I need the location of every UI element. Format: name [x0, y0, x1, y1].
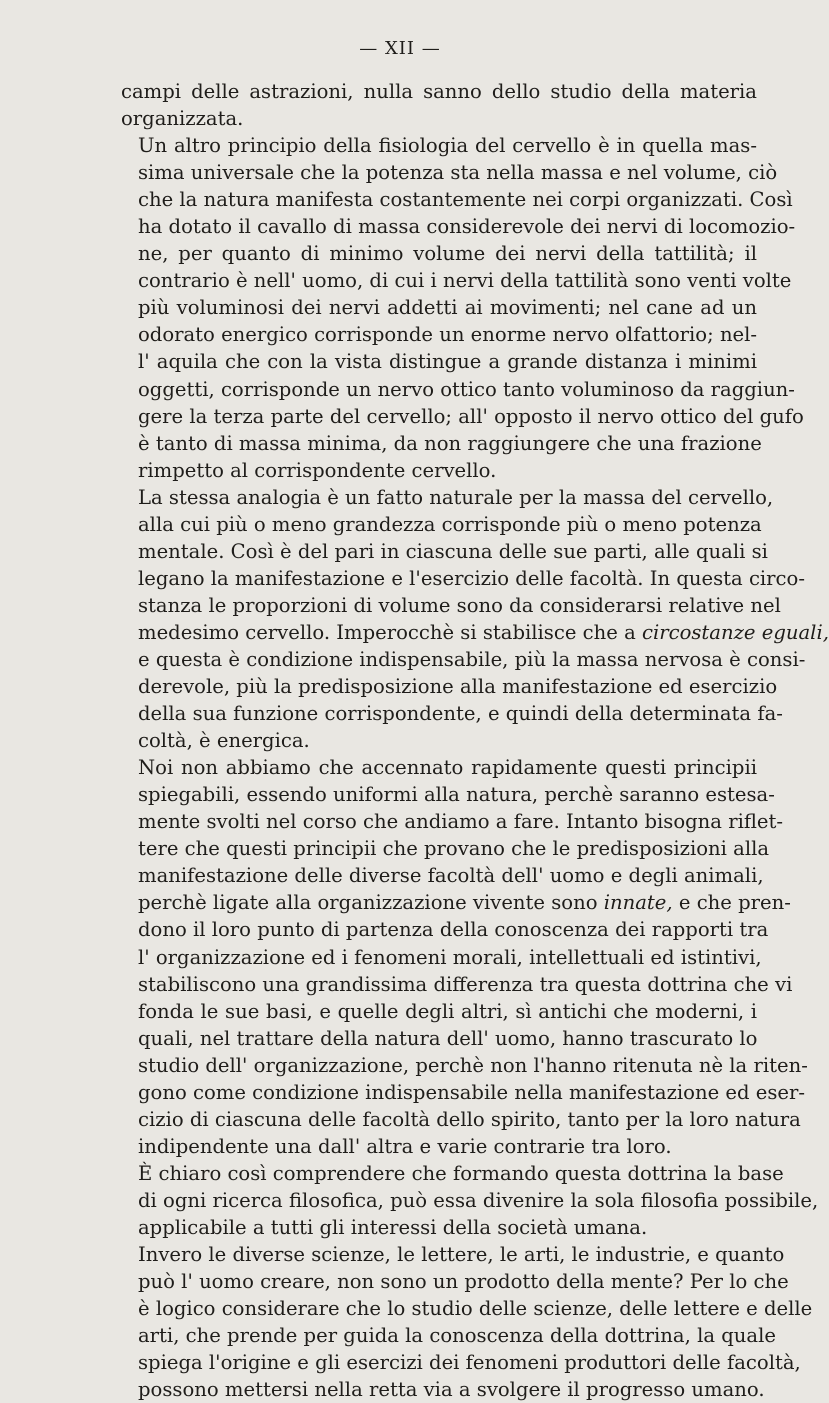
text-line: coltà, è energica. [138, 729, 310, 753]
text-line: alla cui più o meno grandezza corrisponde più o meno potenza [138, 512, 762, 536]
text-line: applicabile a tutti gli interessi della società umana. [138, 1215, 648, 1239]
text-line: ha dotato il cavallo di massa considerevole dei nervi di locomozio- [138, 215, 796, 239]
text-line: e questa è condizione indispensabile, più la massa nervosa è consi- [138, 647, 806, 671]
text-line: stabiliscono una grandissima differenza tra questa dottrina che vi [138, 972, 793, 996]
body-text [121, 78, 829, 1403]
text-line: medesimo cervello. Imperocchè si stabilisce che a circostanze eguali, [138, 620, 829, 644]
paragraph-4 [121, 754, 808, 1160]
text-line: sima universale che la potenza sta nella massa e nel volume, ciò [138, 161, 778, 185]
text-line: cizio di ciascuna delle facoltà dello spirito, tanto per la loro natura [138, 1107, 801, 1131]
text-line: ne, per quanto di minimo volume dei nervi della tattilità; il [138, 242, 757, 266]
text-line: possono mettersi nella retta via a svolgere il progresso umano. [138, 1378, 765, 1402]
text-line: Un altro principio della fisiologia del cervello è in quella mas- [138, 134, 757, 158]
text-line: gono come condizione indispensabile nella manifestazione ed eser- [138, 1080, 806, 1104]
text-line: arti, che prende per guida la conoscenza della dottrina, la quale [138, 1324, 776, 1348]
text-line: legano la manifestazione e l'esercizio delle facoltà. In questa circo- [138, 566, 805, 590]
text-line: l' aquila che con la vista distingue a grande distanza i minimi [138, 350, 757, 374]
text-line: mente svolti nel corso che andiamo a fare. Intanto bisogna riflet- [138, 810, 784, 834]
text-line: odorato energico corrisponde un enorme nervo olfattorio; nel- [138, 323, 758, 347]
text-line: tere che questi principii che provano che le predisposizioni alla [138, 837, 770, 861]
text-line: indipendente una dall' altra e varie contrarie tra loro. [138, 1134, 672, 1158]
paragraph-2 [121, 132, 804, 484]
text-line: gere la terza parte del cervello; all' opposto il nervo ottico del gufo [138, 404, 804, 428]
text-line: può l' uomo creare, non sono un prodotto della mente? Per lo che [138, 1270, 789, 1294]
text-line: campi delle astrazioni, nulla sanno dello studio della materia [121, 80, 757, 103]
text-line: quali, nel trattare della natura dell' uomo, hanno trascurato lo [138, 1026, 758, 1050]
text-line: stanza le proporzioni di volume sono da considerarsi relative nel [138, 593, 781, 617]
text-line: che la natura manifesta costantemente nei corpi organizzati. Così [138, 188, 793, 212]
text-line: della sua funzione corrispondente, e quindi della determinata fa- [138, 702, 783, 726]
text-line: più voluminosi dei nervi addetti ai movimenti; nel cane ad un [138, 296, 757, 320]
text-line: è tanto di massa minima, da non raggiungere che una frazione [138, 431, 762, 455]
text-line: è logico considerare che lo studio delle scienze, delle lettere e delle [138, 1297, 813, 1321]
text-line: fonda le sue basi, e quelle degli altri, sì antichi che moderni, i [138, 999, 757, 1023]
italic-phrase: innate, [603, 891, 673, 915]
text-line: di ogni ricerca filosofica, può essa divenire la sola filosofia possibile, [138, 1188, 819, 1212]
text-line: oggetti, corrisponde un nervo ottico tanto voluminoso da raggiun- [138, 377, 795, 401]
italic-phrase: circostanze eguali, [641, 620, 829, 644]
text-line: È chiaro così comprendere che formando questa dottrina la base [138, 1161, 784, 1185]
text-line: rimpetto al corrispondente cervello. [138, 458, 497, 482]
paragraph-6 [121, 1241, 813, 1403]
text-line: Invero le diverse scienze, le lettere, le arti, le industrie, e quanto [138, 1243, 785, 1267]
text-line: studio dell' organizzazione, perchè non l'hanno ritenuta nè la riten- [138, 1053, 808, 1077]
text-line: manifestazione delle diverse facoltà dell' uomo e degli animali, [138, 864, 764, 888]
text-line: derevole, più la predisposizione alla manifestazione ed esercizio [138, 675, 778, 699]
paragraph-1 [121, 78, 757, 132]
text-line: spiega l'origine e gli esercizi dei fenomeni produttori delle facoltà, [138, 1351, 801, 1375]
text-line: spiegabili, essendo uniformi alla natura, perchè saranno estesa- [138, 783, 775, 807]
text-line: organizzata. [121, 107, 244, 131]
text-line: contrario è nell' uomo, di cui i nervi della tattilità sono venti volte [138, 269, 792, 293]
paragraph-3 [121, 484, 829, 754]
text-line: dono il loro punto di partenza della conoscenza dei rapporti tra [138, 918, 769, 942]
text-line: l' organizzazione ed i fenomeni morali, intellettuali ed istintivi, [138, 945, 762, 969]
paragraph-5 [121, 1160, 819, 1241]
text-line: perchè ligate alla organizzazione vivente sono innate, e che pren- [138, 891, 791, 915]
text-line: mentale. Così è del pari in ciascuna delle sue parti, alle quali si [138, 539, 768, 563]
text-line: La stessa analogia è un fatto naturale per la massa del cervello, [138, 485, 774, 509]
text-line: Noi non abbiamo che accennato rapidamente questi principii [138, 756, 757, 780]
running-head-page-number: — XII — [359, 38, 441, 59]
